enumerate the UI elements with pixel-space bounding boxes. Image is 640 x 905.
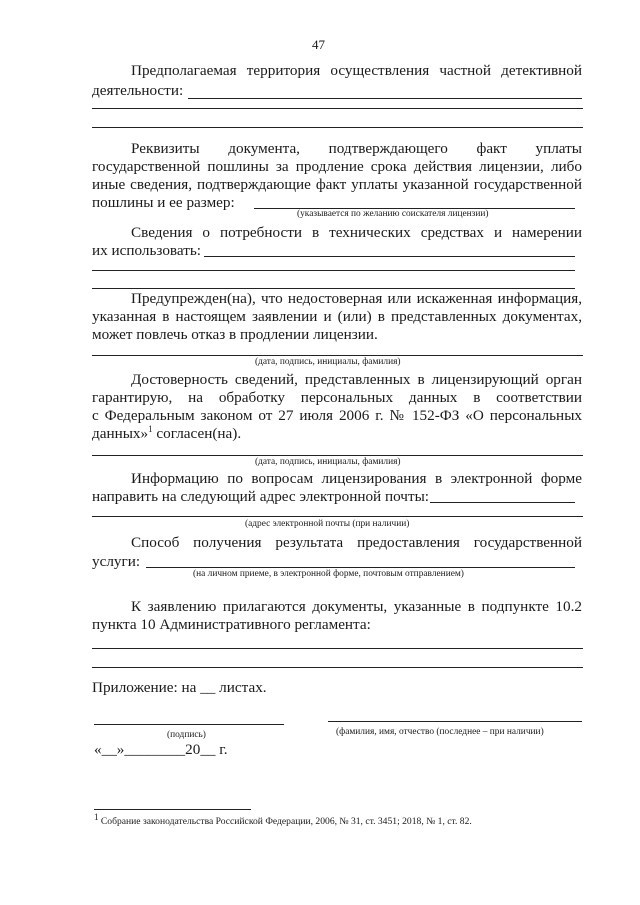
footnote-text: Собрание законодательства Российской Федерации, 2006, № 31, ст. 3451; 2018, № 1, ст. 82. bbox=[98, 816, 472, 827]
territory-field-2[interactable] bbox=[92, 108, 583, 109]
territory-line-2: деятельности: bbox=[92, 82, 184, 99]
date-line[interactable]: «__»________20__ г. bbox=[94, 741, 228, 758]
fee-line-4: пошлины и ее размер: bbox=[92, 194, 235, 211]
consent-line-2: гарантирую, на обработку персональных данных в соответствии bbox=[92, 389, 582, 406]
tech-field[interactable] bbox=[204, 256, 575, 257]
tech-field-2[interactable] bbox=[92, 270, 575, 271]
warning-caption: (дата, подпись, инициалы, фамилия) bbox=[255, 357, 401, 367]
email-field-2[interactable] bbox=[92, 516, 583, 517]
consent-line-4a: данных» bbox=[92, 425, 149, 442]
method-caption: (на личном приеме, в электронной форме, почтовым отправлением) bbox=[193, 569, 464, 579]
full-name-field[interactable] bbox=[328, 721, 582, 722]
consent-caption: (дата, подпись, инициалы, фамилия) bbox=[255, 457, 401, 467]
appendix: Приложение: на __ листах. bbox=[92, 679, 267, 696]
footnote-mark: 1 bbox=[94, 811, 99, 822]
consent-line-4b: согласен(на). bbox=[152, 425, 242, 442]
page-number: 47 bbox=[312, 37, 325, 52]
warning-signature-field[interactable] bbox=[92, 355, 583, 356]
email-line-1: Информацию по вопросам лицензирования в электронной форме bbox=[131, 470, 582, 487]
footnote-ref[interactable]: 1 bbox=[148, 423, 153, 434]
footnote-separator bbox=[94, 809, 251, 810]
territory-line-1: Предполагаемая территория осуществления частной детективной bbox=[131, 62, 582, 79]
full-name-caption: (фамилия, имя, отчество (последнее – при наличии) bbox=[336, 727, 544, 737]
consent-line-1: Достоверность сведений, представленных в лицензирующий орган bbox=[131, 371, 582, 388]
method-field[interactable] bbox=[146, 567, 575, 568]
consent-line-3: с Федеральным законом от 27 июля 2006 г. № 152-ФЗ «О персональных bbox=[92, 407, 582, 424]
attachments-line-2: пункта 10 Административного регламента: bbox=[92, 616, 371, 633]
footnote bbox=[94, 811, 472, 827]
warning-line-1: Предупрежден(на), что недостоверная или искаженная информация, bbox=[131, 290, 582, 307]
email-line-2: направить на следующий адрес электронной почты: bbox=[92, 488, 430, 505]
fee-caption: (указывается по желанию соискателя лицензии) bbox=[297, 209, 489, 219]
territory-field-3[interactable] bbox=[92, 127, 583, 128]
warning-line-2: указанная в настоящем заявлении и (или) в представленных документах, bbox=[92, 308, 582, 325]
fee-line-1: Реквизиты документа, подтверждающего факт уплаты bbox=[131, 140, 582, 157]
fee-line-3: иные сведения, подтверждающие факт уплаты указанной государственной bbox=[92, 176, 582, 193]
tech-field-3[interactable] bbox=[92, 288, 575, 289]
signature-field[interactable] bbox=[94, 724, 284, 725]
territory-field[interactable] bbox=[188, 98, 582, 99]
email-caption: (адрес электронной почты (при наличии) bbox=[245, 519, 410, 529]
attachments-field[interactable] bbox=[92, 648, 583, 649]
consent-signature-field[interactable] bbox=[92, 455, 583, 456]
method-line-1: Способ получения результата предоставления государственной bbox=[131, 534, 582, 551]
attachments-line-1: К заявлению прилагаются документы, указанные в подпункте 10.2 bbox=[131, 598, 582, 615]
signature-caption: (подпись) bbox=[167, 730, 206, 740]
warning-line-3: может повлечь отказ в продлении лицензии. bbox=[92, 326, 378, 343]
tech-line-1: Сведения о потребности в технических средствах и намерении bbox=[131, 224, 582, 241]
method-line-2: услуги: bbox=[92, 553, 141, 570]
attachments-field-2[interactable] bbox=[92, 667, 583, 668]
email-field[interactable] bbox=[430, 502, 575, 503]
consent-line-4 bbox=[92, 425, 241, 443]
tech-line-2: их использовать: bbox=[92, 242, 202, 259]
fee-line-2: государственной пошлины за продление срока действия лицензии, либо bbox=[92, 158, 582, 175]
